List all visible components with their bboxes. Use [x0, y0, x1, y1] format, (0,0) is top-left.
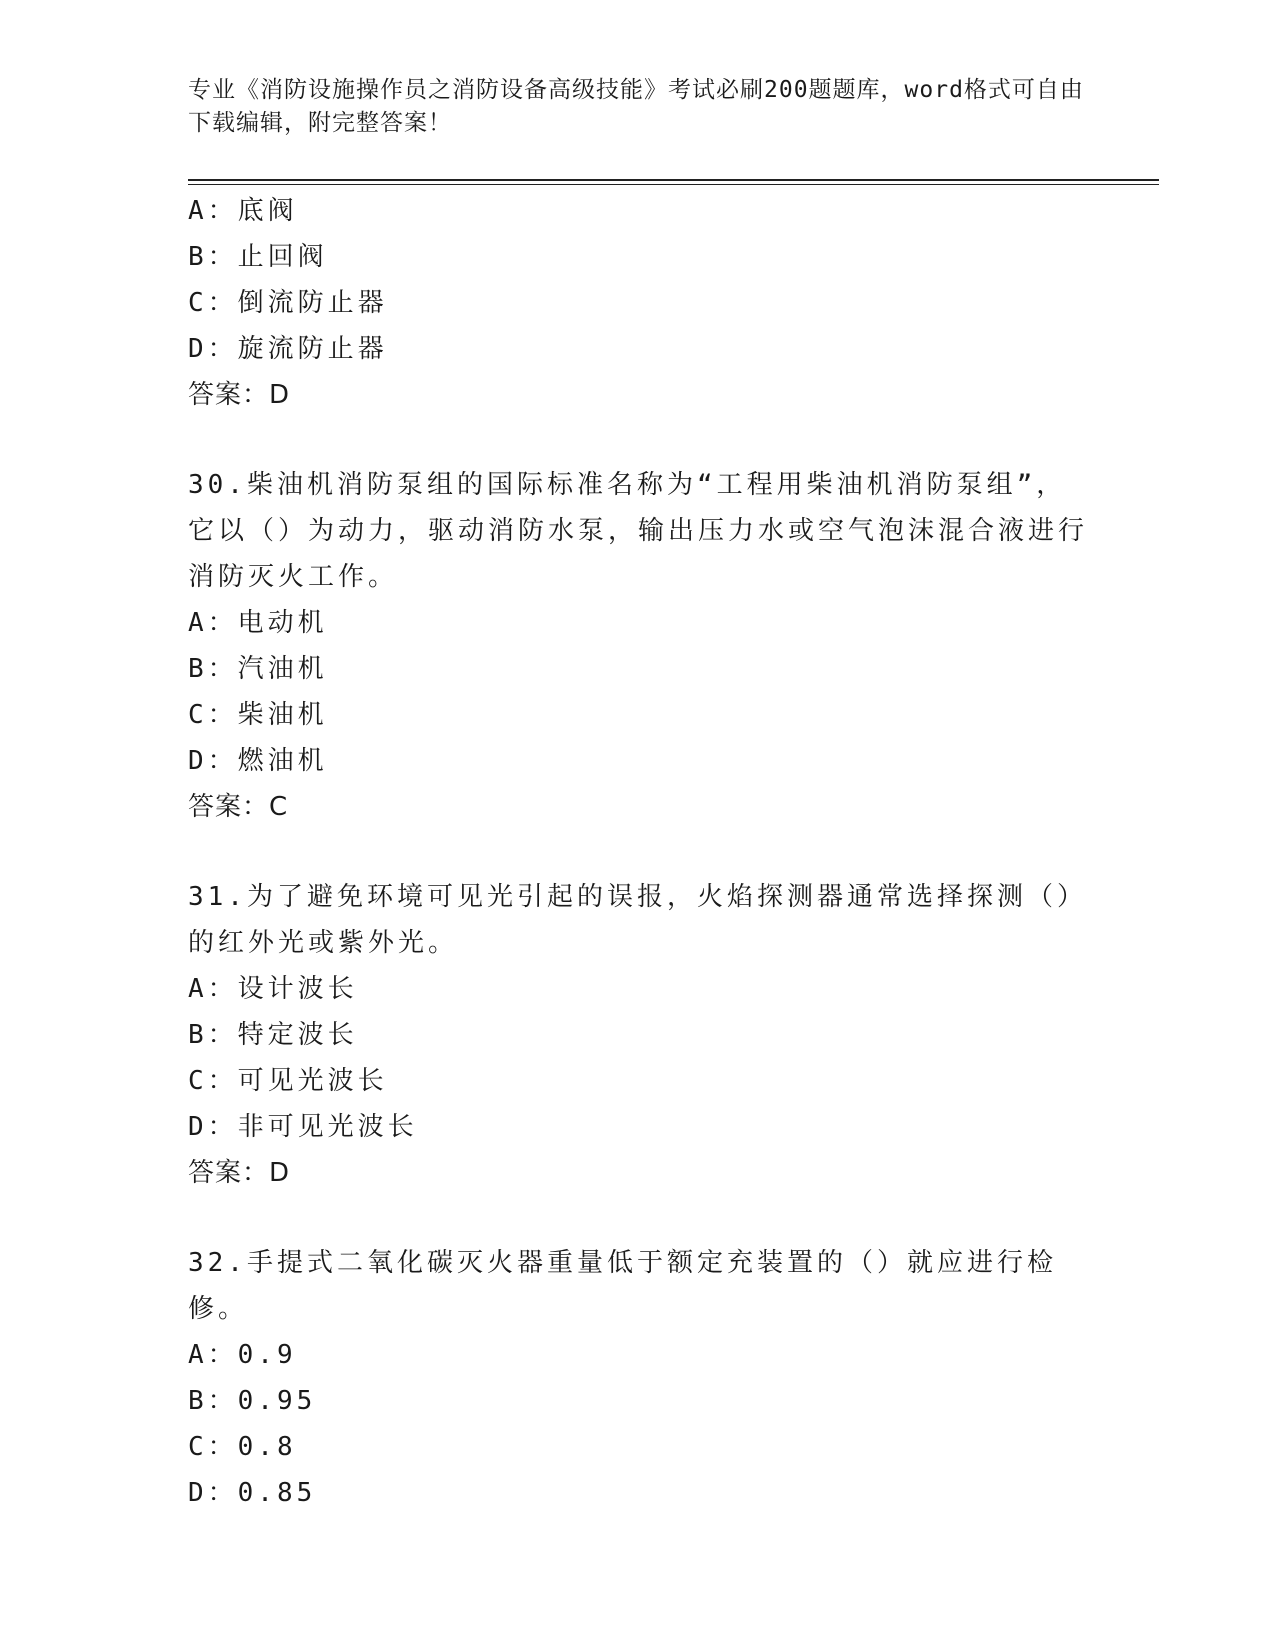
answer-key: 答案：C — [188, 792, 289, 822]
option-a: A：电动机 — [188, 608, 328, 638]
option-d: D：非可见光波长 — [188, 1112, 418, 1142]
question-list — [188, 188, 1088, 1516]
question-block-30 — [188, 462, 1088, 830]
question-block-31 — [188, 874, 1088, 1196]
option-b: B：特定波长 — [188, 1020, 358, 1050]
option-a: A：0.9 — [188, 1340, 297, 1370]
spacer — [188, 418, 1088, 462]
header-rule-thin — [188, 184, 1159, 185]
question-text: 32.手提式二氧化碳灭火器重量低于额定充装置的（）就应进行检修。 — [188, 1248, 1057, 1324]
option-b: B：0.95 — [188, 1386, 317, 1416]
option-b: B：止回阀 — [188, 242, 328, 272]
question-text: 30.柴油机消防泵组的国际标准名称为“工程用柴油机消防泵组”，它以（）为动力，驱动消防水泵，输出压力水或空气泡沫混合液进行消防灭火工作。 — [188, 470, 1089, 592]
option-c: C：柴油机 — [188, 700, 328, 730]
document-header: 专业《消防设施操作员之消防设备高级技能》考试必刷200题题库，word格式可自由下载编辑，附完整答案！ — [188, 77, 1084, 136]
answer-key: 答案：D — [188, 380, 291, 410]
spacer — [188, 830, 1088, 874]
option-d: D：0.85 — [188, 1478, 317, 1508]
question-block-partial — [188, 188, 1088, 418]
option-c: C：0.8 — [188, 1432, 297, 1462]
question-block-32 — [188, 1240, 1088, 1516]
header-rule-thick — [188, 179, 1159, 181]
spacer — [188, 1196, 1088, 1240]
answer-key: 答案：D — [188, 1158, 291, 1188]
option-d: D：燃油机 — [188, 746, 328, 776]
option-a: A：底阀 — [188, 196, 298, 226]
question-text: 31.为了避免环境可见光引起的误报，火焰探测器通常选择探测（）的红外光或紫外光。 — [188, 882, 1087, 958]
option-b: B：汽油机 — [188, 654, 328, 684]
option-d: D：旋流防止器 — [188, 334, 388, 364]
option-c: C：可见光波长 — [188, 1066, 388, 1096]
option-c: C：倒流防止器 — [188, 288, 388, 318]
option-a: A：设计波长 — [188, 974, 358, 1004]
